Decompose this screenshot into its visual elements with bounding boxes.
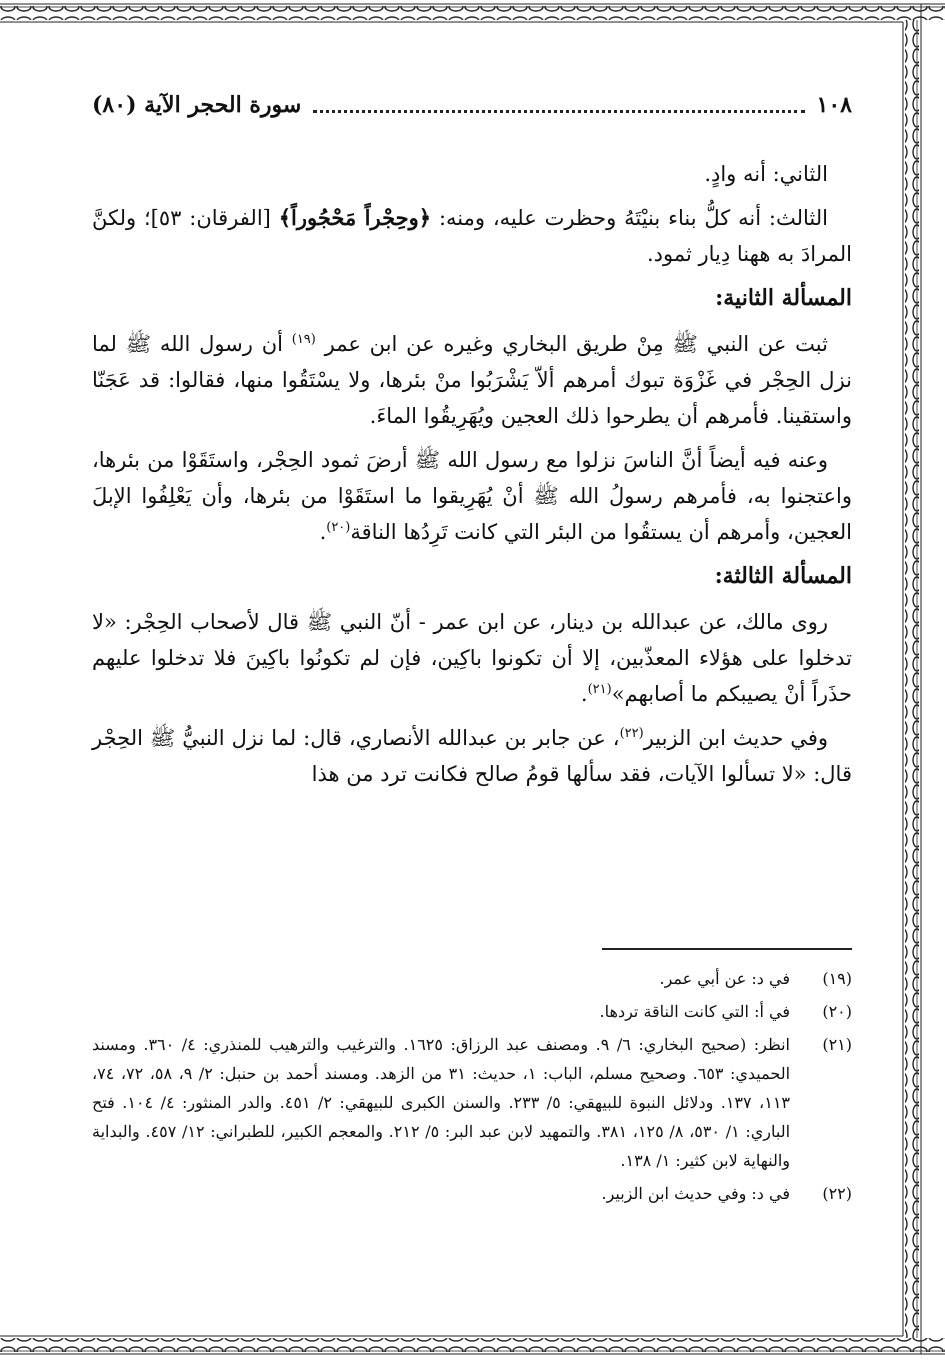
footnotes-section xyxy=(92,964,852,1212)
footnote-number: (٢٠) xyxy=(822,1002,852,1021)
footnote-text: في أ: التي كانت الناقة تردها. xyxy=(599,1002,790,1021)
paragraph-malik-narration xyxy=(92,604,852,712)
footnote-number: (١٩) xyxy=(822,969,852,988)
ibn-zubair-text-b: ، عن جابر بن عبدالله الأنصاري، قال: لما نزل النبيُّ ﷺ الحِجْر قال: «لا تسألوا الآيات، فقد سألها قومُ صالح فكانت ترد من هذا xyxy=(92,726,852,786)
paragraph-hadith-ibn-umar xyxy=(92,326,852,434)
paragraph-hadith-thamud-well xyxy=(92,442,852,550)
quran-reference: [الفرقان: ٥٣] xyxy=(150,206,271,230)
footnote-number: (٢٢) xyxy=(822,1184,852,1203)
footnote-ref-22[interactable]: (٢٢) xyxy=(619,726,644,741)
paragraph-ibn-zubair-hadith xyxy=(92,720,852,792)
main-text xyxy=(92,156,852,800)
third-meaning-text: الثالث: أنه كلُّ بناء بنيْتَهُ وحظرت عليه، ومنه: xyxy=(438,206,828,230)
malik-narration-text: روى مالك، عن عبدالله بن دينار، عن ابن عمر - أنّ النبي ﷺ قال لأصحاب الحِجْر: «لا تدخلوا على هؤلاء المعذّبين، إلا أن تكونوا باكِين، فإن لم تكونُوا باكِينَ فلا تدخلوا عليهم حذَراً أنْ يصيبكم ما أصابهم» xyxy=(92,610,852,706)
footnote-21 xyxy=(92,1030,852,1175)
footnote-separator xyxy=(602,948,852,950)
heading-second-issue: المسألة الثانية: xyxy=(715,285,852,311)
footnote-text: انظر: (صحيح البخاري: ٦/ ٩. ومصنف عبد الرزاق: ١٦٢٥. والترغيب والترهيب للمنذري: ٤/ ٣٦٠. ومسند الحميدي: ٦٥٣. وصحيح مسلم، الباب: ١، حديث: ٣١ من الزهد. ومسند أحمد بن حنبل: ٢/ ٩، ٥٨، ٧٢، ٧٤، ١١٣، ١٣٧. ودلائل النبوة للبيهقي: ٥/ ٢٣٣. والسنن الكبرى للبيهقي: ٢/ ٤٥١. والدر المنثور: ٤/ ١٠٤. فتح الباري: ١/ ٥٣٠، ٨/ ١٢٥، ٣٨١. والتمهيد لابن عبد البر: ٥/ ٢١٢. والمعجم الكبير، للطبراني: ١٢/ ٤٥٧. والبداية والنهاية لابن كثير: ١/ ١٣٨. xyxy=(92,1035,791,1170)
ibn-zubair-text-a: وفي حديث ابن الزبير xyxy=(643,726,828,750)
footnote-ref-21[interactable]: (٢١) xyxy=(587,682,612,697)
hadith-text-1b: أن رسول الله ﷺ لما نزل الحِجْر في غَزْوَة تبوك أمرهم ألاّ يَشْرَبُوا منْ بئرها، ولا يسْتَقُوا منها، فقالوا: قد عَجَنّا واستقينا. فأمرهم أن يطرحوا ذلك العجين ويُهَرِيقُوا الماءَ. xyxy=(92,332,852,428)
book-page xyxy=(92,60,852,1310)
page-header xyxy=(92,88,852,122)
footnote-22 xyxy=(92,1179,852,1208)
running-title: سورة الحجر الآية (٨٠) xyxy=(92,92,302,118)
paragraph-second-meaning: الثاني: أنه وادٍ. xyxy=(704,162,828,186)
malik-narration-end: . xyxy=(580,682,588,706)
footnote-20 xyxy=(92,997,852,1026)
third-meaning-end: ؛ ولكنَّ المرادَ به ههنا دِيار ثمود. xyxy=(92,206,852,266)
quran-quote: ﴿وحِجْراً مَحْجُوراً﴾ xyxy=(278,205,432,230)
page-number: ١٠٨ xyxy=(816,92,852,118)
hadith-text-2: وعنه فيه أيضاً أنَّ الناسَ نزلوا مع رسول الله ﷺ أرضَ ثمود الحِجْر، واستَقَوْا من بئرها، واعتجنوا به، فأمرهم رسولُ الله ﷺ أنْ يُهَرِيقوا ما استَقَوْا من بئرها، وأن يَعْلِفُوا الإبلَ العجين، وأمرهم أن يستقُوا من البئر التي كانت تَرِدُها الناقة xyxy=(92,448,852,544)
heading-third-issue: المسألة الثالثة: xyxy=(714,563,852,589)
hadith-text-2-end: . xyxy=(319,520,327,544)
footnote-text: في د: وفي حديث ابن الزبير. xyxy=(601,1184,790,1203)
paragraph-third-meaning xyxy=(92,200,852,272)
footnote-text: في د: عن أبي عمر. xyxy=(659,969,790,988)
footnote-number: (٢١) xyxy=(822,1035,852,1054)
footnote-ref-20[interactable]: (٢٠) xyxy=(326,520,351,535)
footnote-ref-19[interactable]: (١٩) xyxy=(291,332,316,347)
header-dot-leader xyxy=(313,110,804,113)
footnote-19 xyxy=(92,964,852,993)
hadith-text-1a: ثبت عن النبي ﷺ مِنْ طريق البخاري وغيره عن ابن عمر xyxy=(324,332,828,356)
